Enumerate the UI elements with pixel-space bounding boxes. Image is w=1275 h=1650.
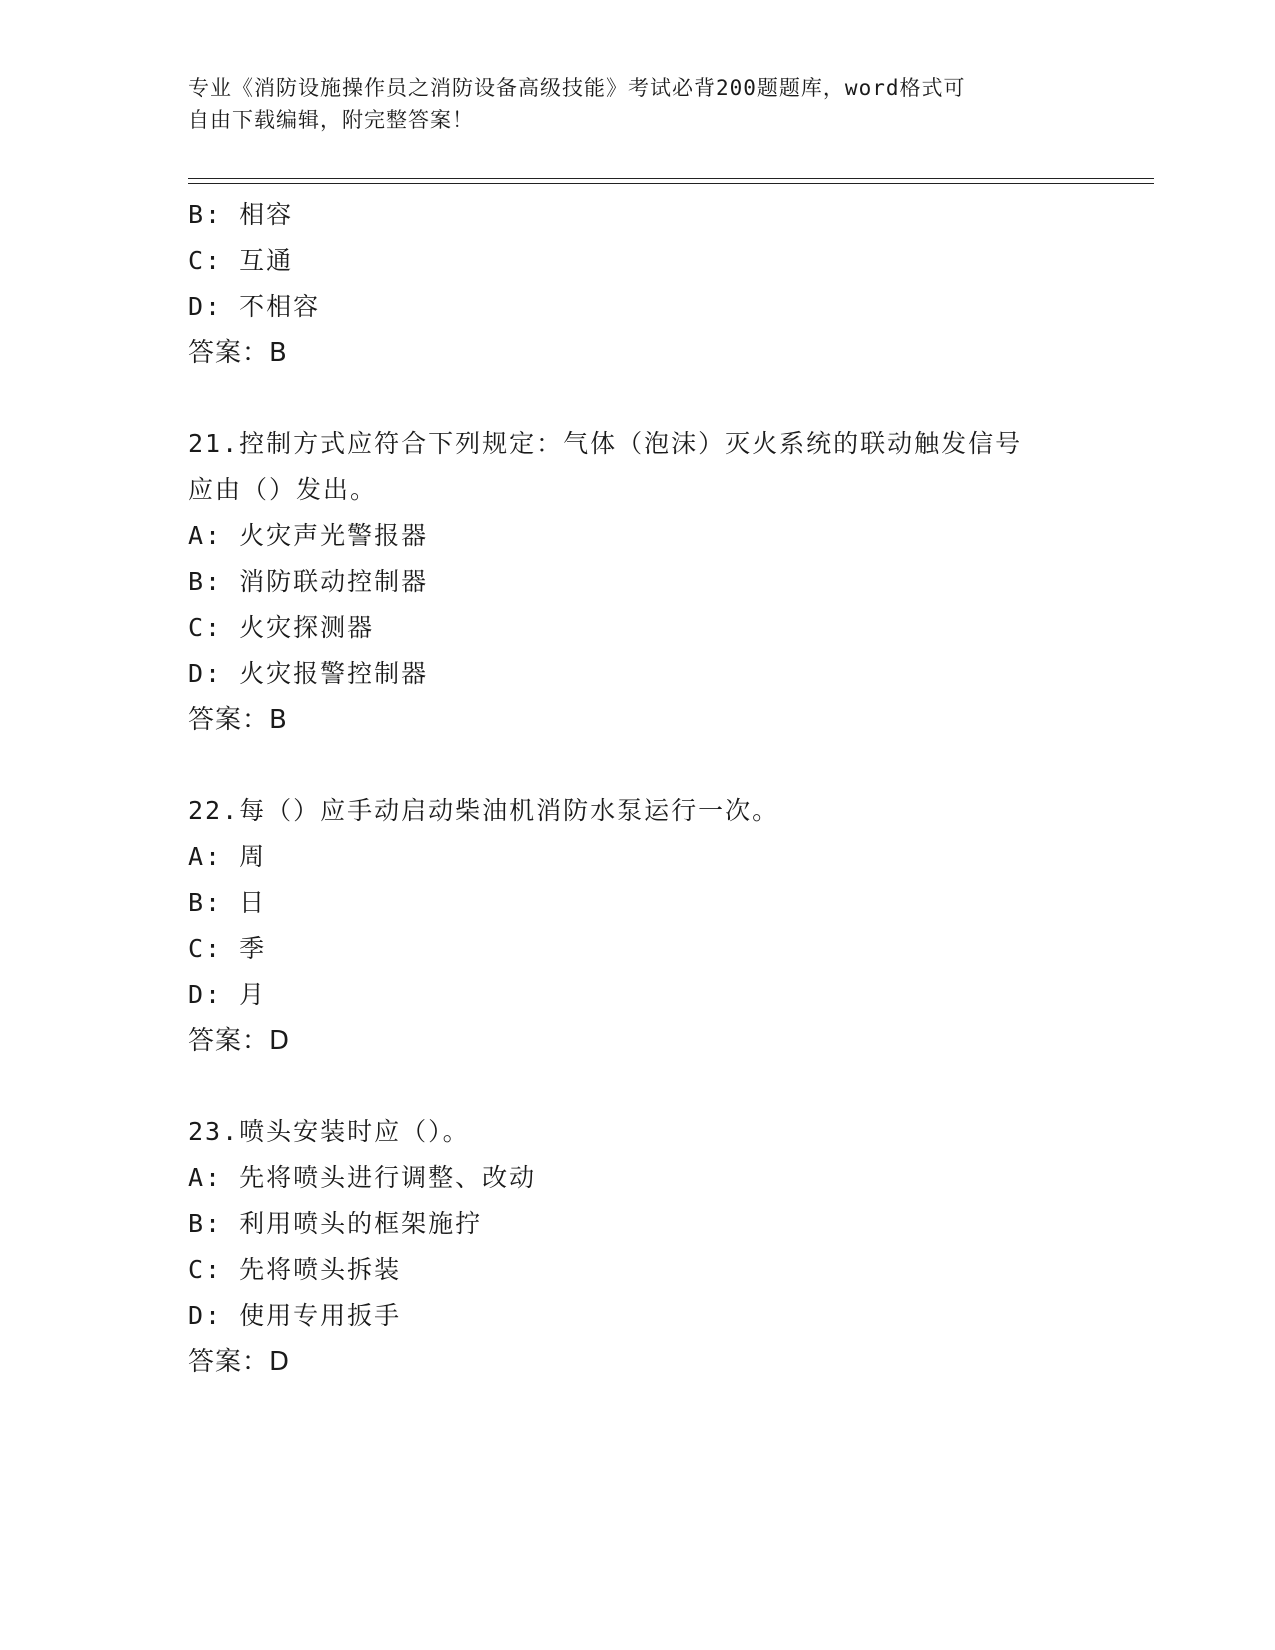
question-stem: 23.喷头安装时应（）。 <box>188 1117 470 1146</box>
header-divider-bottom <box>188 183 1154 184</box>
option-a: A: 先将喷头进行调整、改动 <box>188 1163 537 1192</box>
option-b: B: 利用喷头的框架施拧 <box>188 1209 483 1238</box>
question-content <box>188 192 1088 1385</box>
answer-line: 答案：D <box>188 1347 291 1377</box>
header-line-1: 专业《消防设施操作员之消防设备高级技能》考试必背200题题库，word格式可 <box>188 76 966 100</box>
option-d: D: 使用专用扳手 <box>188 1301 402 1330</box>
option-a: A: 周 <box>188 842 267 871</box>
option-c: C: 先将喷头拆装 <box>188 1255 402 1284</box>
option-d: D: 火灾报警控制器 <box>188 659 429 688</box>
option-d: D: 不相容 <box>188 292 321 321</box>
header-line-2: 自由下载编辑，附完整答案！ <box>188 108 474 132</box>
question-20-continued <box>188 192 1088 376</box>
question-stem-continued: 应由（）发出。 <box>188 475 378 504</box>
option-b: B: 消防联动控制器 <box>188 567 429 596</box>
option-d: D: 月 <box>188 980 267 1009</box>
answer-line: 答案：D <box>188 1026 291 1056</box>
question-22 <box>188 788 1088 1064</box>
question-23 <box>188 1109 1088 1385</box>
option-c: C: 季 <box>188 934 267 963</box>
document-header <box>188 72 1068 136</box>
question-stem: 22.每（）应手动启动柴油机消防水泵运行一次。 <box>188 796 780 825</box>
question-stem: 21.控制方式应符合下列规定：气体（泡沫）灭火系统的联动触发信号 <box>188 429 1023 458</box>
option-c: C: 火灾探测器 <box>188 613 375 642</box>
header-divider-top <box>188 178 1154 179</box>
option-c: C: 互通 <box>188 246 294 275</box>
option-b: B: 日 <box>188 888 267 917</box>
option-b: B: 相容 <box>188 200 294 229</box>
question-21 <box>188 421 1088 743</box>
option-a: A: 火灾声光警报器 <box>188 521 429 550</box>
answer-line: 答案：B <box>188 705 288 735</box>
answer-line: 答案：B <box>188 338 288 368</box>
